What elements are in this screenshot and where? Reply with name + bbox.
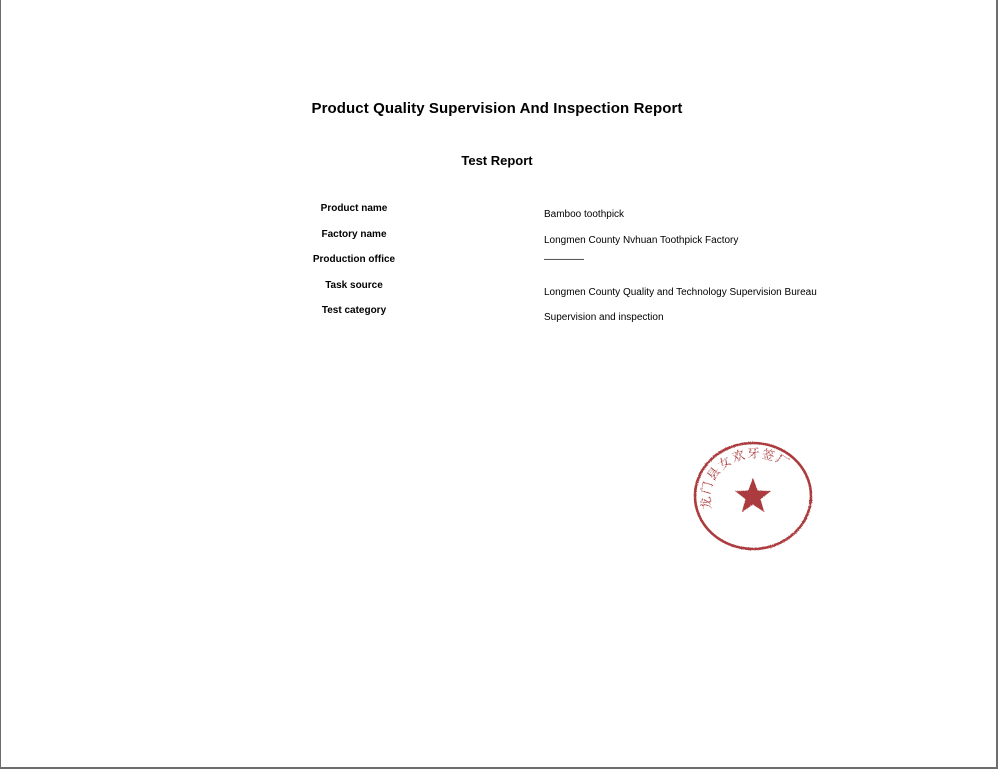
field-value-production-office: ———— (544, 254, 584, 265)
seal-text: 龙门县女欢牙签厂 (697, 445, 794, 511)
field-label-product-name: Product name (320, 203, 388, 214)
field-value-task-source: Longmen County Quality and Technology Supervision Bureau (544, 287, 817, 298)
field-label-task-source: Task source (325, 280, 383, 291)
report-subtitle: Test Report (461, 153, 533, 168)
field-value-test-category: Supervision and inspection (544, 312, 664, 323)
report-title: Product Quality Supervision And Inspection Report (311, 100, 683, 117)
field-value-factory-name: Longmen County Nvhuan Toothpick Factory (544, 235, 739, 246)
star-icon (735, 478, 771, 512)
field-label-factory-name: Factory name (321, 229, 387, 240)
field-value-product-name: Bamboo toothpick (544, 209, 625, 220)
field-label-test-category: Test category (321, 305, 387, 316)
official-seal (689, 438, 817, 554)
field-label-production-office: Production office (312, 254, 396, 265)
